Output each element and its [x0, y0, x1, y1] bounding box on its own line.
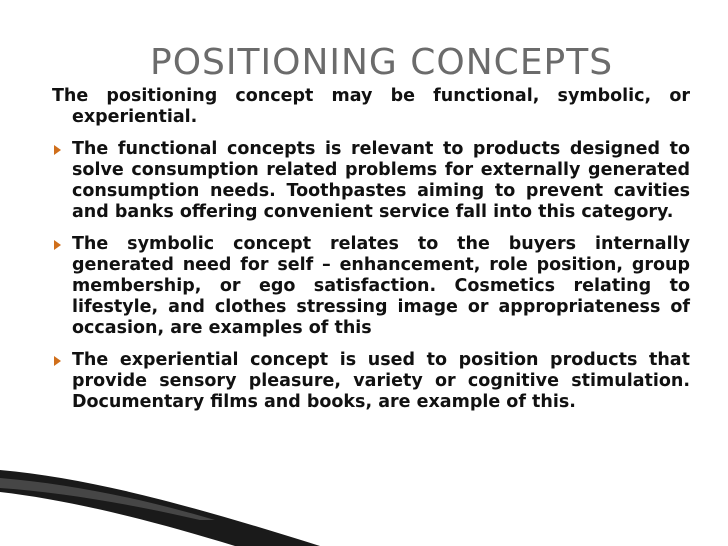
bullet-text: The experiential concept is used to position products that provide sensory pleasure, variety or cognitive stimulation. Documentary films and books, are example of this.	[72, 350, 690, 412]
bullet-item-experiential	[52, 350, 690, 413]
bullet-text: The functional concepts is relevant to products designed to solve consumption related problems for externally generated consumption needs. Toothpastes aiming to prevent cavities and banks offering convenient service fall into this category.	[72, 139, 690, 222]
triangle-bullet-icon	[54, 356, 61, 366]
bullet-item-symbolic	[52, 234, 690, 339]
triangle-bullet-icon	[54, 240, 61, 250]
bullet-item-functional	[52, 139, 690, 223]
slide-body	[52, 86, 690, 424]
triangle-bullet-icon	[54, 145, 61, 155]
intro-paragraph: The positioning concept may be functional, symbolic, or experiential.	[52, 86, 690, 127]
bullet-text: The symbolic concept relates to the buyers internally generated need for self – enhancement, role position, group membership, or ego satisfaction. Cosmetics relating to lifestyle, and clothes stressing image or appropriateness of occasion, are examples of this	[72, 234, 690, 338]
slide-title: POSITIONING CONCEPTS	[150, 42, 614, 83]
